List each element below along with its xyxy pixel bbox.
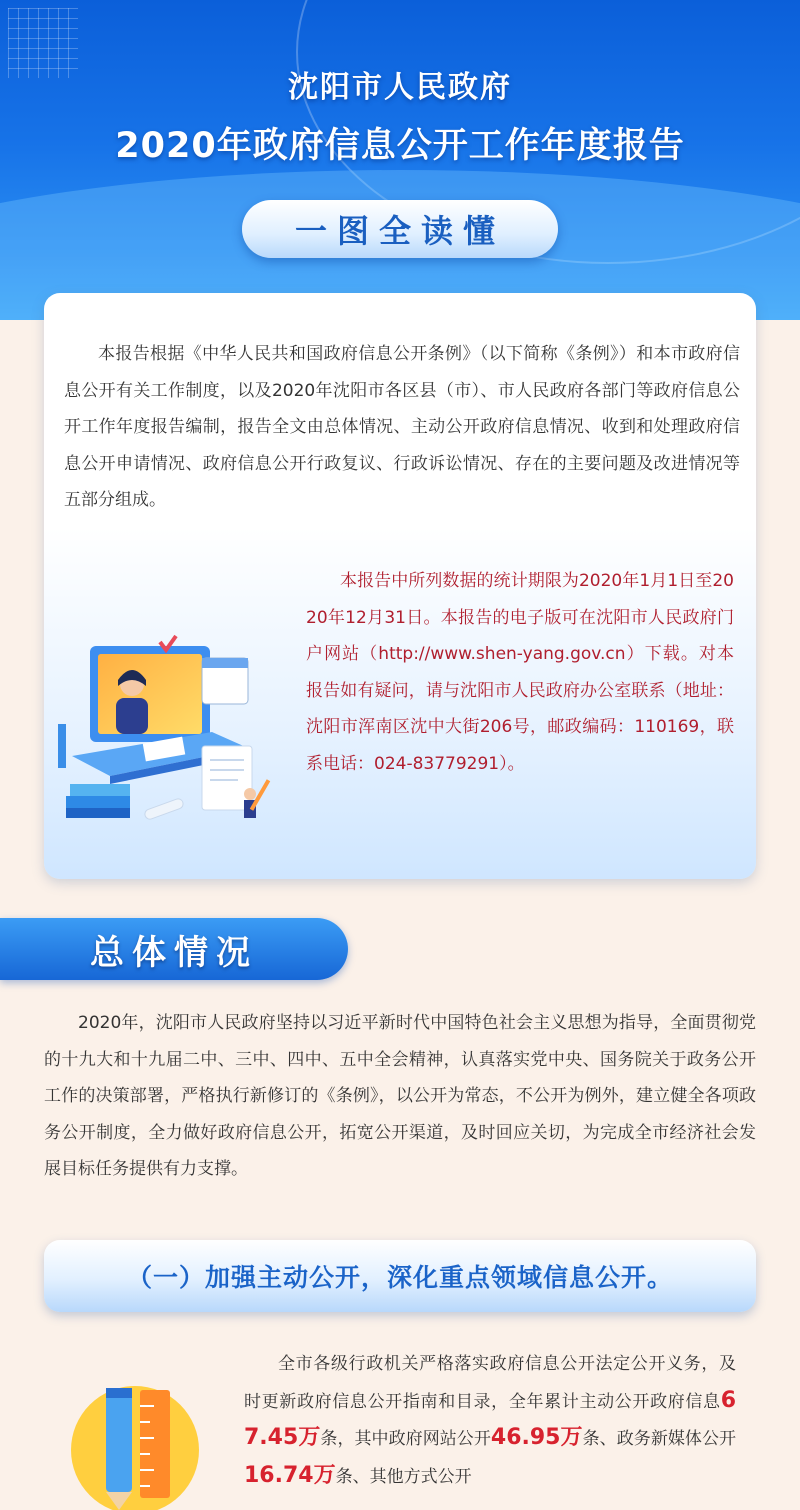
overview-paragraph: 2020年，沈阳市人民政府坚持以习近平新时代中国特色社会主义思想为指导，全面贯彻党的十九大和十九届二中、三中、四中、五中全会精神，认真落实党中央、国务院关于政务公开工作的决策部署，严格执行新修订的《条例》，以公开为常态，不公开为例外，建立健全各项政务公开制度，全力做好政府信息公开，拓宽公开渠道，及时回应关切，为完成全市经济社会发展目标任务提供有力支撑。 <box>44 1013 756 1179</box>
ruler-pencil-icon <box>62 1370 208 1510</box>
section-header-overview <box>0 918 348 980</box>
subsection-paragraph <box>244 1346 736 1495</box>
report-title-line2: 2020年政府信息公开工作年度报告 <box>115 126 685 166</box>
subtitle-badge-label: 一图全读懂 <box>294 212 505 250</box>
intro-note: 本报告中所列数据的统计期限为2020年1月1日至2020年12月31日。本报告的电子版可在沈阳市人民政府门户网站（http://www.shen-yang.gov.cn）下载。对本报告如有疑问，请与沈阳市人民政府办公室联系（地址：沈阳市浑南区沈中大街206号，邮政编码：110169，联系电话：024-83779291）。 <box>306 571 734 774</box>
body-text-c: 条、政务新媒体公开 <box>582 1429 737 1449</box>
stat-new-media-published: 16.74万 <box>244 1462 336 1488</box>
subsection-banner <box>44 1240 756 1312</box>
section-title: 总体情况 <box>90 932 258 973</box>
subsection-title: （一）加强主动公开，深化重点领域信息公开。 <box>126 1263 673 1292</box>
desk-illustration-icon <box>52 628 292 838</box>
subtitle-badge <box>242 200 558 258</box>
body-text-a: 全市各级行政机关严格落实政府信息公开法定公开义务，及时更新政府信息公开指南和目录，全年累计主动公开政府信息 <box>244 1354 736 1412</box>
report-title-line1: 沈阳市人民政府 <box>288 70 512 105</box>
report-header <box>0 0 800 320</box>
body-text-b: 条，其中政府网站公开 <box>320 1429 491 1449</box>
body-text-d: 条、其他方式公开 <box>335 1466 472 1487</box>
intro-paragraph: 本报告根据《中华人民共和国政府信息公开条例》（以下简称《条例》）和本市政府信息公开有关工作制度，以及2020年沈阳市各区县（市）、市人民政府各部门等政府信息公开工作年度报告编制，报告全文由总体情况、主动公开政府信息情况、收到和处理政府信息公开申请情况、政府信息公开行政复议、行政诉讼情况、存在的主要问题及改进情况等五部分组成。 <box>64 344 740 510</box>
stat-website-published: 46.95万 <box>490 1425 583 1450</box>
stat-total-published: 67.45万 <box>244 1387 736 1450</box>
